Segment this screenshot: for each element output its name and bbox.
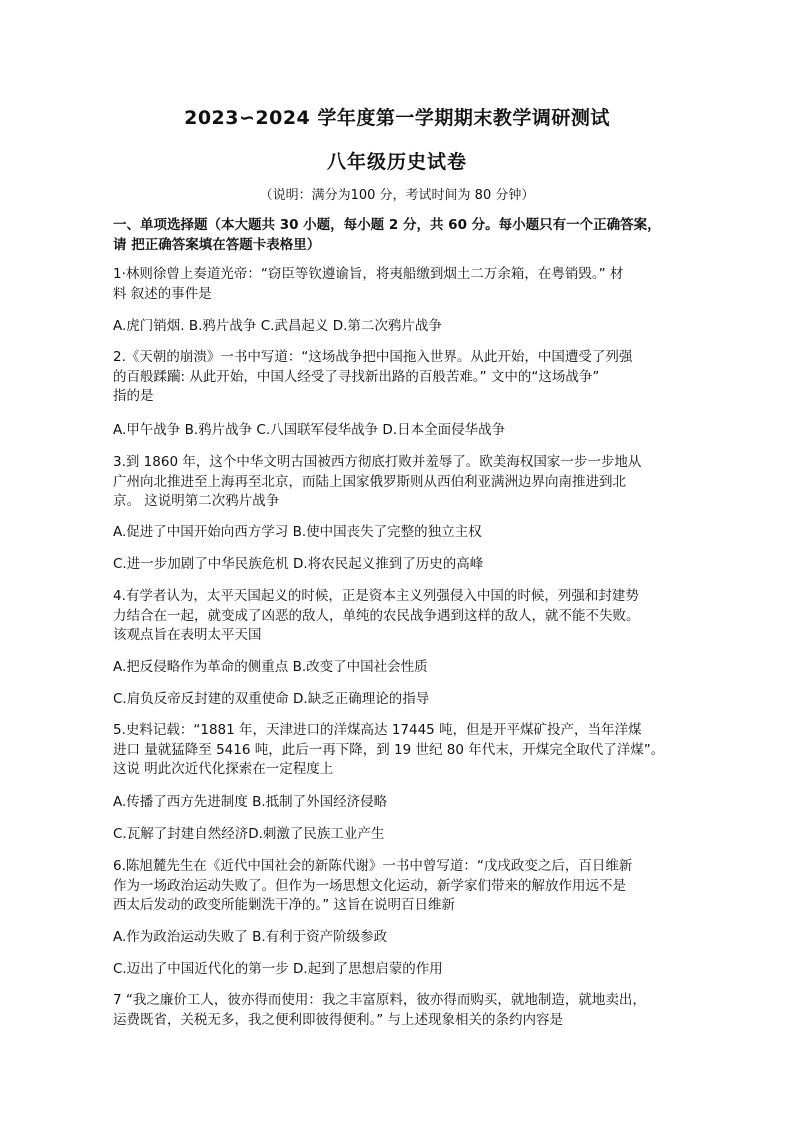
option-line: A.虎门销烟. B.鸦片战争 C.武昌起义 D.第二次鸦片战争: [113, 318, 442, 334]
option-line: A.促进了中国开始向西方学习 B.使中国丧失了完整的独立主权: [113, 524, 482, 540]
option-line: A.把反侵略作为革命的侧重点 B.改变了中国社会性质: [113, 659, 428, 675]
section-heading: [113, 216, 693, 255]
stem-line: 力结合在一起，就变成了凶恶的敌人，单纯的农民战争遇到这样的敌人，就不能不失败。: [113, 607, 640, 624]
exam-title: 2023∽2024 学年度第一学期期末教学调研测试: [184, 107, 610, 129]
option-line: C.肩负反帝反封建的双重使命 D.缺乏正确理论的指导: [113, 691, 430, 707]
stem-line: 西太后发动的政变所能剿洗干净的。” 这旨在说明百日维新: [113, 897, 456, 913]
stem-line: 京。 这说明第二次鸦片战争: [113, 493, 280, 509]
option-line: C.迈出了中国近代化的第一步 D.起到了思想启蒙的作用: [113, 961, 443, 977]
stem-line: 6.陈旭麓先生在《近代中国社会的新陈代谢》一书中曾写道：“戊戌政变之后，百日维新: [113, 858, 633, 874]
stem-line: 运费既省，关税无多，我之便利即彼得便利。” 与上述现象相关的条约内容是: [113, 1011, 564, 1028]
question-5-options: [113, 825, 693, 845]
stem-line: 料 叙述的事件是: [113, 285, 212, 302]
stem-line: 2.《天朝的崩溃》一书中写道：“这场战争把中国拖入世界。从此开始，中国遭受了列强: [113, 349, 633, 365]
question-4-options: [113, 690, 693, 710]
stem-line: 广州向北推进至上海再至北京，而陆上国家俄罗斯则从西伯利亚满洲边界向南推进到北: [113, 473, 626, 490]
stem-line: 4.有学者认为，太平天国起义的时候，正是资本主义列强侵入中国的时候，列强和封建势: [113, 588, 639, 604]
option-line: C.瓦解了封建自然经济D.刺激了民族工业产生: [113, 826, 385, 842]
question-4-options: [113, 658, 693, 678]
question-6-stem: [113, 857, 693, 916]
question-1-options: [113, 317, 693, 337]
question-5-options: [113, 793, 693, 813]
option-line: C.进一步加剧了中华民族危机 D.将农民起义推到了历史的高峰: [113, 556, 484, 572]
section-line: 一、单项选择题（本大题共 30 小题，每小题 2 分，共 60 分。每小题只有一个正确答案，: [113, 217, 661, 233]
question-3-stem: [113, 453, 693, 512]
stem-line: 该观点旨在表明太平天国: [113, 627, 262, 643]
exam-note: （说明：满分为100 分，考试时间为 80 分钟）: [259, 188, 535, 203]
question-4-stem: [113, 587, 693, 646]
exam-subtitle: 八年级历史试卷: [326, 151, 467, 173]
stem-line: 这说 明此次近代化探索在一定程度上: [113, 761, 334, 777]
stem-line: 进口 量就猛降至 5416 吨，此后一再下降，到 19 世纪 80 年代末，开煤完全取代了洋煤”。: [113, 741, 665, 758]
stem-line: 1·林则徐曾上奏道光帝：“窃臣等钦遵谕旨，将夷船缴到烟土二万余箱，在粤销毁。” 材: [113, 266, 624, 282]
question-3-options: [113, 555, 693, 575]
stem-line: 指的是: [113, 388, 154, 404]
question-5-stem: [113, 721, 693, 780]
option-line: A.甲午战争 B.鸦片战争 C.八国联军侵华战争 D.日本全面侵华战争: [113, 422, 506, 438]
question-7-stem: [113, 991, 693, 1030]
stem-line: 7 “我之廉价工人，彼亦得而使用：我之丰富原料，彼亦得而购买，就地制造，就地卖出，: [113, 992, 646, 1008]
option-line: A.传播了西方先进制度 B.抵制了外国经济侵略: [113, 794, 388, 810]
question-3-options: [113, 523, 693, 543]
question-1-stem: [113, 265, 693, 304]
question-6-options: [113, 928, 693, 948]
section-line: 请 把正确答案填在答题卡表格里）: [113, 236, 321, 253]
question-6-options: [113, 960, 693, 980]
stem-line: 5.史料记载：“1881 年，天津进口的洋煤高达 17445 吨，但是开平煤矿投产，当年洋煤: [113, 722, 642, 738]
question-2-stem: [113, 348, 693, 407]
stem-line: 3.到 1860 年，这个中华文明古国被西方彻底打败并羞辱了。欧美海权国家一步一步地从: [113, 454, 642, 470]
stem-line: 作为一场政治运动失败了。但作为一场思想文化运动，新学家们带来的解放作用远不是: [113, 877, 626, 894]
stem-line: 的百般蹂躏: 从此开始，中国人经受了寻找新出路的百般苦难。” 文中的“这场战争”: [113, 368, 600, 385]
option-line: A.作为政治运动失败了 B.有利于资产阶级参政: [113, 929, 388, 945]
question-2-options: [113, 421, 693, 441]
